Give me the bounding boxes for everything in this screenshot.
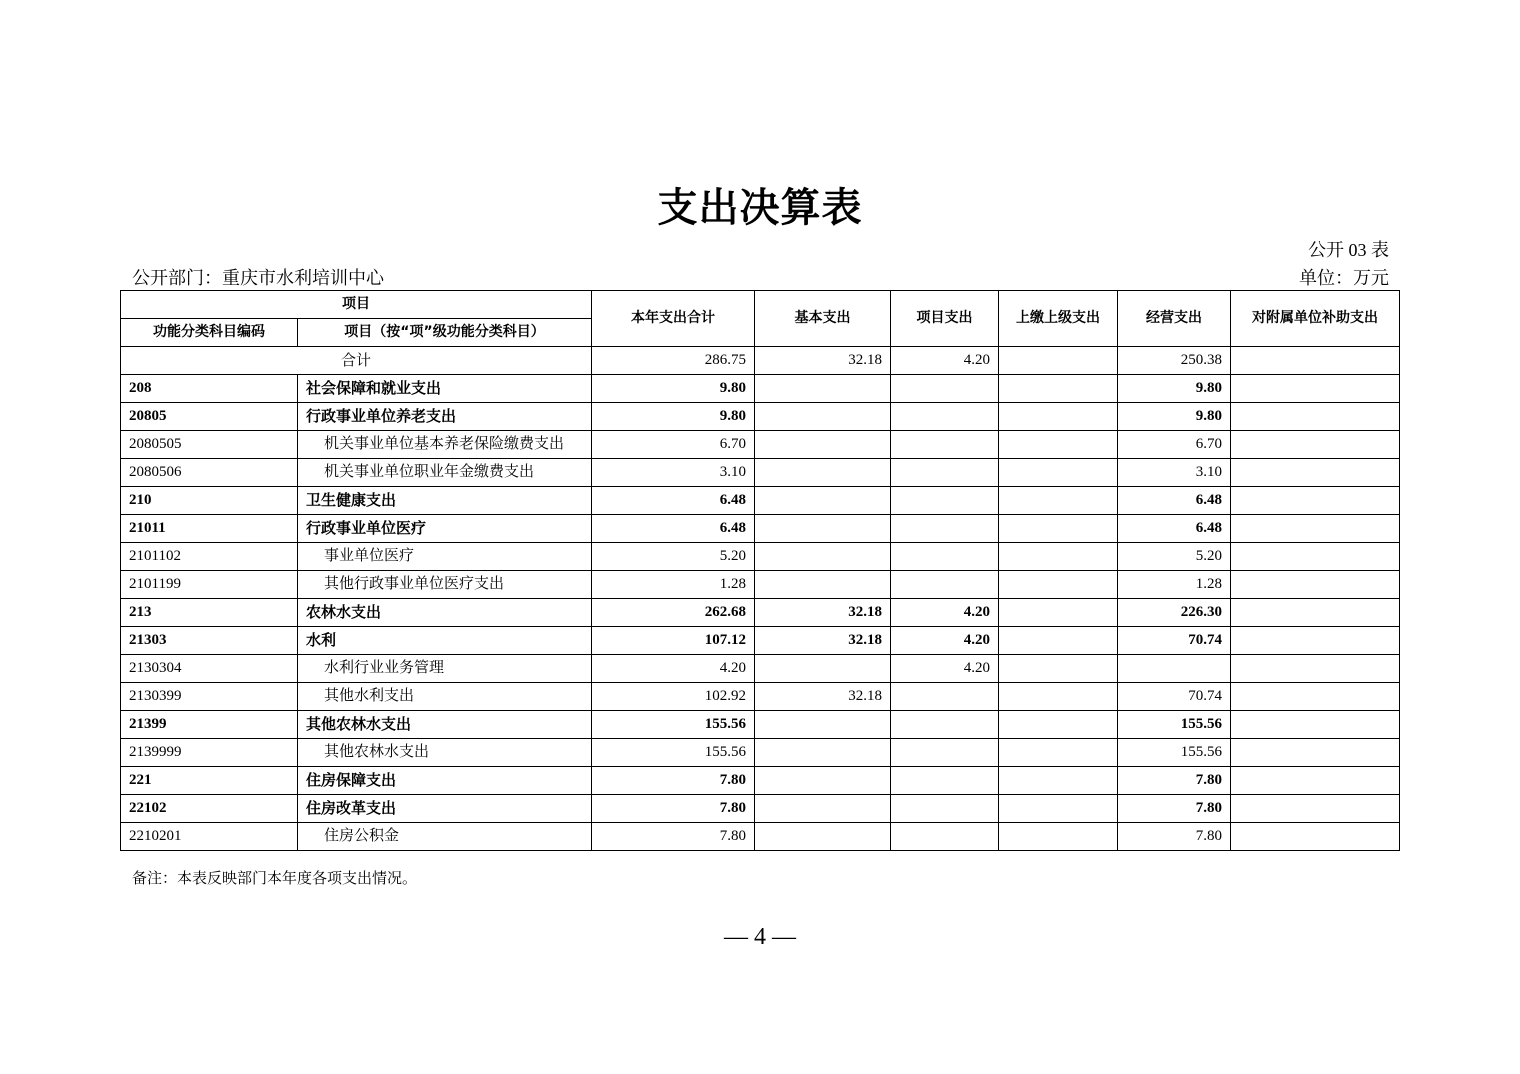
subsidy-cell [1231, 571, 1400, 599]
project-expenditure-cell [891, 739, 999, 767]
upper-cell [999, 543, 1118, 571]
project-expenditure-cell [891, 431, 999, 459]
project-expenditure-cell [891, 543, 999, 571]
upper-cell [999, 711, 1118, 739]
name-cell: 其他水利支出 [298, 683, 592, 711]
total-cell: 6.48 [592, 515, 755, 543]
name-cell: 住房保障支出 [298, 767, 592, 795]
total-cell: 1.28 [592, 571, 755, 599]
code-cell: 2210201 [121, 823, 298, 851]
project-expenditure-cell [891, 823, 999, 851]
upper-cell [999, 739, 1118, 767]
page-number: — 4 — [724, 924, 796, 950]
business-cell: 155.56 [1118, 711, 1231, 739]
code-cell: 21399 [121, 711, 298, 739]
project-expenditure-cell: 4.20 [891, 655, 999, 683]
business-cell: 70.74 [1118, 627, 1231, 655]
subsidy-cell [1231, 795, 1400, 823]
code-cell: 21011 [121, 515, 298, 543]
table-row [121, 627, 1400, 655]
total-cell: 155.56 [592, 739, 755, 767]
project-expenditure-cell [891, 711, 999, 739]
business-cell: 6.70 [1118, 431, 1231, 459]
business-cell [1118, 655, 1231, 683]
code-cell: 221 [121, 767, 298, 795]
header-total: 本年支出合计 [592, 291, 755, 347]
code-cell: 2080506 [121, 459, 298, 487]
basic-cell: 32.18 [755, 599, 891, 627]
header-code: 功能分类科目编码 [121, 319, 298, 347]
business-cell: 70.74 [1118, 683, 1231, 711]
name-cell: 其他农林水支出 [298, 711, 592, 739]
basic-cell [755, 459, 891, 487]
code-cell: 2101199 [121, 571, 298, 599]
table-row [121, 459, 1400, 487]
total-label: 合计 [121, 347, 592, 375]
subsidy-cell [1231, 823, 1400, 851]
subsidy-cell [1231, 683, 1400, 711]
basic-cell: 32.18 [755, 683, 891, 711]
header-subsidy: 对附属单位补助支出 [1231, 291, 1400, 347]
project-expenditure-cell [891, 487, 999, 515]
name-cell: 住房改革支出 [298, 795, 592, 823]
business-cell: 7.80 [1118, 795, 1231, 823]
business-cell: 6.48 [1118, 515, 1231, 543]
name-cell: 农林水支出 [298, 599, 592, 627]
basic-cell [755, 431, 891, 459]
total-cell: 107.12 [592, 627, 755, 655]
basic-cell [755, 515, 891, 543]
upper-cell [999, 403, 1118, 431]
basic-cell: 32.18 [755, 627, 891, 655]
business-cell: 9.80 [1118, 375, 1231, 403]
table-row [121, 823, 1400, 851]
code-cell: 2130304 [121, 655, 298, 683]
upper-cell [999, 683, 1118, 711]
project-expenditure-cell [891, 767, 999, 795]
business-cell: 7.80 [1118, 767, 1231, 795]
total-cell: 7.80 [592, 795, 755, 823]
subsidy-cell [1231, 459, 1400, 487]
business-cell: 9.80 [1118, 403, 1231, 431]
table-row [121, 767, 1400, 795]
upper-cell [999, 487, 1118, 515]
upper-cell [999, 627, 1118, 655]
code-cell: 210 [121, 487, 298, 515]
header-project: 项目 [121, 291, 592, 319]
project-expenditure-cell: 4.20 [891, 347, 999, 375]
header-name: 项目（按“项”级功能分类科目） [298, 319, 592, 347]
expenditure-table [120, 290, 1400, 851]
table-row [121, 487, 1400, 515]
footnote: 备注：本表反映部门本年度各项支出情况。 [132, 871, 418, 887]
basic-cell [755, 655, 891, 683]
business-cell: 6.48 [1118, 487, 1231, 515]
name-cell: 住房公积金 [298, 823, 592, 851]
upper-cell [999, 823, 1118, 851]
upper-cell [999, 459, 1118, 487]
name-cell: 其他农林水支出 [298, 739, 592, 767]
total-cell: 7.80 [592, 823, 755, 851]
basic-cell [755, 403, 891, 431]
upper-cell [999, 515, 1118, 543]
subsidy-cell [1231, 487, 1400, 515]
project-expenditure-cell [891, 795, 999, 823]
upper-cell [999, 571, 1118, 599]
code-cell: 213 [121, 599, 298, 627]
name-cell: 其他行政事业单位医疗支出 [298, 571, 592, 599]
name-cell: 机关事业单位职业年金缴费支出 [298, 459, 592, 487]
table-row [121, 795, 1400, 823]
total-cell: 286.75 [592, 347, 755, 375]
code-cell: 208 [121, 375, 298, 403]
table-row [121, 515, 1400, 543]
header-business: 经营支出 [1118, 291, 1231, 347]
code-cell: 2130399 [121, 683, 298, 711]
total-cell: 5.20 [592, 543, 755, 571]
project-expenditure-cell [891, 403, 999, 431]
subsidy-cell [1231, 599, 1400, 627]
project-expenditure-cell: 4.20 [891, 599, 999, 627]
table-row [121, 375, 1400, 403]
page-title: 支出决算表 [657, 184, 863, 231]
basic-cell [755, 487, 891, 515]
business-cell: 226.30 [1118, 599, 1231, 627]
table-number: 公开 03 表 [1308, 240, 1389, 260]
name-cell: 水利行业业务管理 [298, 655, 592, 683]
name-cell: 社会保障和就业支出 [298, 375, 592, 403]
basic-cell [755, 795, 891, 823]
upper-cell [999, 795, 1118, 823]
table-row [121, 571, 1400, 599]
basic-cell [755, 739, 891, 767]
table-row [121, 711, 1400, 739]
total-row [121, 347, 1400, 375]
subsidy-cell [1231, 347, 1400, 375]
subsidy-cell [1231, 543, 1400, 571]
name-cell: 机关事业单位基本养老保险缴费支出 [298, 431, 592, 459]
name-cell: 水利 [298, 627, 592, 655]
subsidy-cell [1231, 515, 1400, 543]
table-row [121, 403, 1400, 431]
code-cell: 20805 [121, 403, 298, 431]
basic-cell [755, 543, 891, 571]
code-cell: 21303 [121, 627, 298, 655]
basic-cell [755, 823, 891, 851]
business-cell: 155.56 [1118, 739, 1231, 767]
table-row [121, 739, 1400, 767]
total-cell: 7.80 [592, 767, 755, 795]
basic-cell [755, 571, 891, 599]
business-cell: 1.28 [1118, 571, 1231, 599]
subsidy-cell [1231, 375, 1400, 403]
subsidy-cell [1231, 655, 1400, 683]
name-cell: 卫生健康支出 [298, 487, 592, 515]
business-cell: 250.38 [1118, 347, 1231, 375]
subsidy-cell [1231, 431, 1400, 459]
table-row [121, 655, 1400, 683]
project-expenditure-cell [891, 571, 999, 599]
total-cell: 6.48 [592, 487, 755, 515]
subsidy-cell [1231, 403, 1400, 431]
project-expenditure-cell [891, 375, 999, 403]
total-cell: 9.80 [592, 375, 755, 403]
upper-cell [999, 347, 1118, 375]
name-cell: 行政事业单位医疗 [298, 515, 592, 543]
business-cell: 5.20 [1118, 543, 1231, 571]
header-upper: 上缴上级支出 [999, 291, 1118, 347]
upper-cell [999, 375, 1118, 403]
subsidy-cell [1231, 711, 1400, 739]
basic-cell [755, 711, 891, 739]
department-label: 公开部门：重庆市水利培训中心 [132, 268, 384, 288]
name-cell: 行政事业单位养老支出 [298, 403, 592, 431]
table-row [121, 683, 1400, 711]
table-row [121, 431, 1400, 459]
code-cell: 2080505 [121, 431, 298, 459]
basic-cell [755, 375, 891, 403]
upper-cell [999, 431, 1118, 459]
total-cell: 9.80 [592, 403, 755, 431]
code-cell: 2139999 [121, 739, 298, 767]
upper-cell [999, 655, 1118, 683]
project-expenditure-cell [891, 515, 999, 543]
code-cell: 2101102 [121, 543, 298, 571]
project-expenditure-cell: 4.20 [891, 627, 999, 655]
table-row [121, 543, 1400, 571]
subsidy-cell [1231, 767, 1400, 795]
total-cell: 155.56 [592, 711, 755, 739]
unit-label: 单位：万元 [1299, 268, 1389, 288]
business-cell: 3.10 [1118, 459, 1231, 487]
basic-cell: 32.18 [755, 347, 891, 375]
subsidy-cell [1231, 627, 1400, 655]
total-cell: 102.92 [592, 683, 755, 711]
project-expenditure-cell [891, 683, 999, 711]
upper-cell [999, 767, 1118, 795]
business-cell: 7.80 [1118, 823, 1231, 851]
total-cell: 262.68 [592, 599, 755, 627]
table-row [121, 599, 1400, 627]
name-cell: 事业单位医疗 [298, 543, 592, 571]
code-cell: 22102 [121, 795, 298, 823]
project-expenditure-cell [891, 459, 999, 487]
total-cell: 4.20 [592, 655, 755, 683]
basic-cell [755, 767, 891, 795]
subsidy-cell [1231, 739, 1400, 767]
upper-cell [999, 599, 1118, 627]
header-basic: 基本支出 [755, 291, 891, 347]
total-cell: 6.70 [592, 431, 755, 459]
total-cell: 3.10 [592, 459, 755, 487]
header-project-expenditure: 项目支出 [891, 291, 999, 347]
